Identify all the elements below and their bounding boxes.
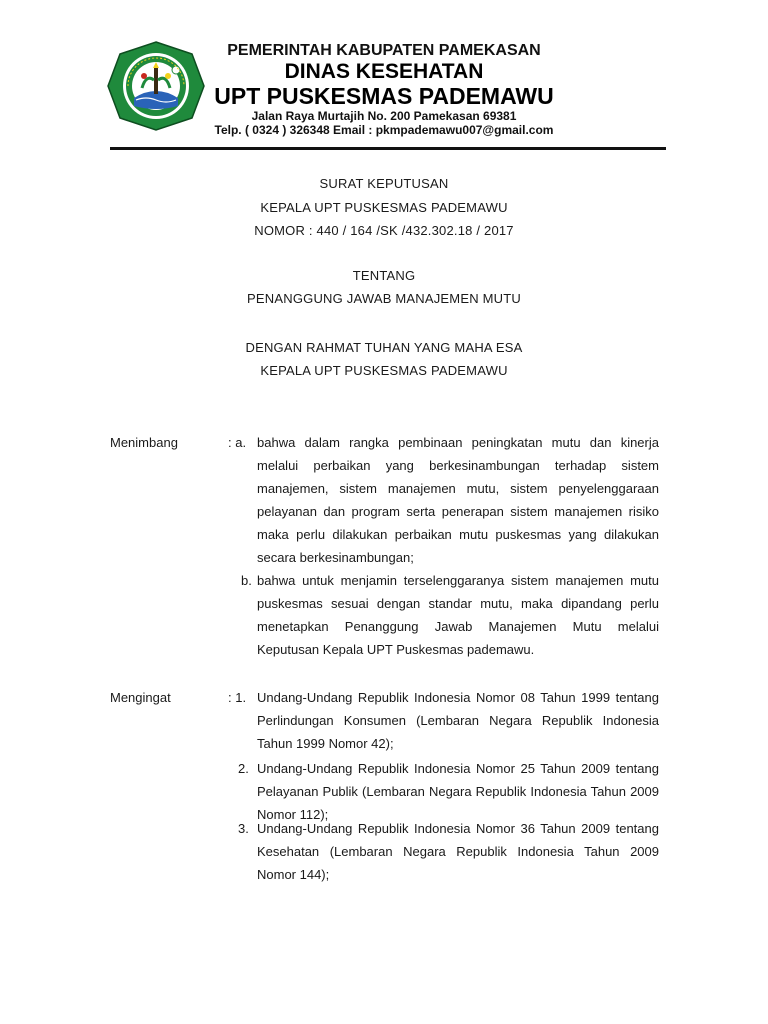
menimbang-item-a: bahwa dalam rangka pembinaan peningkatan mutu dan kinerja melalui perbaikan yang berkesinambungan terhadap sistem manajemen, sistem manajemen mutu, sistem penyelenggaraan pelayanan dan program serta penerapan sistem manajemen risiko maka perlu dilakukan perbaikan mutu puskesmas yang dilakukan secara berkesinambungan; xyxy=(257,435,659,565)
menimbang-marker-a: : a. xyxy=(228,435,247,450)
decree-subject: PENANGGUNG JAWAB MANAJEMEN MUTU xyxy=(247,291,521,306)
blessing-line: DENGAN RAHMAT TUHAN YANG MAHA ESA xyxy=(245,340,523,355)
mengingat-item-1: Undang-Undang Republik Indonesia Nomor 08 Tahun 1999 tentang Perlindungan Konsumen (Lembaran Negara Republik Indonesia Tahun 1999 Nomor 42); xyxy=(257,690,659,751)
letterhead-address: Jalan Raya Murtajih No. 200 Pamekasan 69381 xyxy=(251,109,517,123)
menimbang-marker-b: b. xyxy=(241,573,252,588)
issuer-title: KEPALA UPT PUSKESMAS PADEMAWU xyxy=(260,200,508,215)
mengingat-item-3: Undang-Undang Republik Indonesia Nomor 36 Tahun 2009 tentang Kesehatan (Lembaran Negara Republik Indonesia Tahun 2009 Nomor 144); xyxy=(257,821,659,882)
letterhead-divider xyxy=(110,147,666,150)
menimbang-label: Menimbang xyxy=(110,435,178,450)
letterhead-contact: Telp. ( 0324 ) 326348 Email : pkmpademawu007@gmail.com xyxy=(214,123,554,137)
issuer-repeat: KEPALA UPT PUSKESMAS PADEMAWU xyxy=(260,363,508,378)
mengingat-item-2: Undang-Undang Republik Indonesia Nomor 25 Tahun 2009 tentang Pelayanan Publik (Lembaran Negara Republik Indonesia Tahun 2009 Nomor 112); xyxy=(257,761,659,822)
about-label: TENTANG xyxy=(352,268,416,283)
letterhead-agency: DINAS KESEHATAN xyxy=(284,60,484,83)
mengingat-marker-2: 2. xyxy=(238,761,249,776)
letterhead-government: PEMERINTAH KABUPATEN PAMEKASAN xyxy=(227,42,541,59)
mengingat-label: Mengingat xyxy=(110,690,171,705)
mengingat-marker-3: 3. xyxy=(238,821,249,836)
doc-type-title: SURAT KEPUTUSAN xyxy=(319,176,449,191)
mengingat-marker-1: : 1. xyxy=(228,690,247,705)
letterhead-unit: UPT PUSKESMAS PADEMAWU xyxy=(214,83,554,109)
decree-number: NOMOR : 440 / 164 /SK /432.302.18 / 2017 xyxy=(254,223,514,238)
menimbang-item-b: bahwa untuk menjamin terselenggaranya sistem manajemen mutu puskesmas sesuai dengan standar mutu, maka dipandang perlu menetapkan Penanggung Jawab Manajemen Mutu melalui Keputusan Kepala UPT Puskesmas pademawu. xyxy=(257,573,659,657)
